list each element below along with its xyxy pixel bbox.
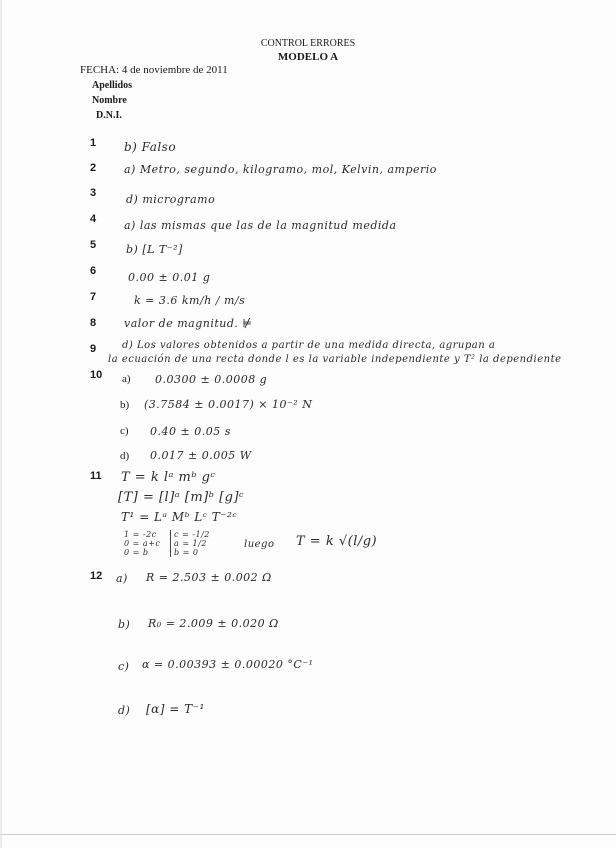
question-number: 1 — [90, 137, 97, 149]
formula-line: [T] = [l]ᵃ [m]ᵇ [g]ᶜ — [118, 490, 245, 505]
question-number: 12 — [90, 570, 103, 582]
fecha-line: FECHA: 4 de noviembre de 2011 — [80, 64, 228, 76]
answer-text: 0.00 ± 0.01 g — [128, 271, 211, 284]
answer-text: d) microgramo — [126, 193, 216, 206]
system-eq: b = 0 — [174, 548, 199, 557]
item-value: R = 2.503 ± 0.002 Ω — [146, 571, 272, 584]
item-label: d) — [120, 450, 130, 462]
answer-text: a) las mismas que las de la magnitud medida — [124, 219, 397, 232]
system-right — [170, 530, 210, 557]
formula-line: T¹ = Lᵃ Mᵇ Lᶜ T⁻²ᶜ — [121, 510, 238, 524]
answer-text: b) [L T⁻²] — [126, 243, 183, 256]
question-number: 5 — [90, 239, 97, 251]
item-label: c) — [120, 425, 129, 437]
system-left — [124, 530, 160, 557]
formula-result: T = k √(l/g) — [296, 534, 378, 549]
item-label: b) — [118, 618, 131, 631]
system-eq: 0 = a+c — [124, 539, 161, 548]
item-value: (3.7584 ± 0.0017) × 10⁻² N — [144, 398, 313, 411]
answer-text: k = 3.6 km/h / m/s — [134, 294, 246, 307]
system-eq: a = 1/2 — [174, 539, 207, 548]
item-value: 0.0300 ± 0.0008 g — [155, 373, 268, 386]
formula-line: T = k lᵃ mᵇ gᶜ — [121, 470, 216, 485]
answer-text-line2: la ecuación de una recta donde l es la variable independiente y T² la dependiente — [108, 354, 562, 365]
item-label: a) — [116, 572, 128, 585]
question-number: 6 — [90, 265, 97, 277]
page-bottom-edge — [0, 834, 616, 835]
system-eq: c = -1/2 — [174, 530, 210, 539]
system-eq: 1 = -2c — [124, 530, 157, 539]
question-number: 8 — [90, 317, 97, 329]
page-subtitle: MODELO A — [277, 51, 339, 63]
question-number: 2 — [90, 162, 97, 174]
item-label: b) — [120, 399, 130, 411]
item-value: 0.017 ± 0.005 W — [150, 449, 252, 462]
scan-edge — [0, 0, 2, 848]
question-number: 7 — [90, 291, 97, 303]
item-label: c) — [118, 660, 130, 673]
item-value: 0.40 ± 0.05 s — [150, 425, 231, 438]
item-value: R₀ = 2.009 ± 0.020 Ω — [148, 617, 279, 630]
item-value: [α] = T⁻¹ — [146, 702, 205, 716]
question-number: 3 — [90, 187, 97, 199]
answer-text-line1: d) Los valores obtenidos a partir de una medida directa, agrupan a — [122, 340, 496, 351]
nombre-label: Nombre — [92, 95, 127, 106]
question-number: 4 — [90, 213, 97, 225]
answer-text: a) Metro, segundo, kilogramo, mol, Kelvin, amperio — [124, 163, 437, 176]
item-label: d) — [118, 704, 131, 717]
system-eq: 0 = b — [124, 548, 149, 557]
page-title: CONTROL ERRORES — [260, 38, 356, 49]
question-number: 9 — [90, 343, 97, 355]
item-label: a) — [122, 373, 131, 385]
item-value: α = 0.00393 ± 0.00020 °C⁻¹ — [142, 658, 314, 671]
luego-text: luego — [244, 539, 275, 550]
dni-label: D.N.I. — [96, 110, 122, 121]
question-number: 11 — [90, 470, 102, 482]
answer-text: valor de magnitud. ⊭ — [124, 317, 253, 330]
answer-text: b) Falso — [124, 140, 177, 154]
question-number: 10 — [90, 369, 103, 381]
apellidos-label: Apellidos — [92, 80, 133, 91]
